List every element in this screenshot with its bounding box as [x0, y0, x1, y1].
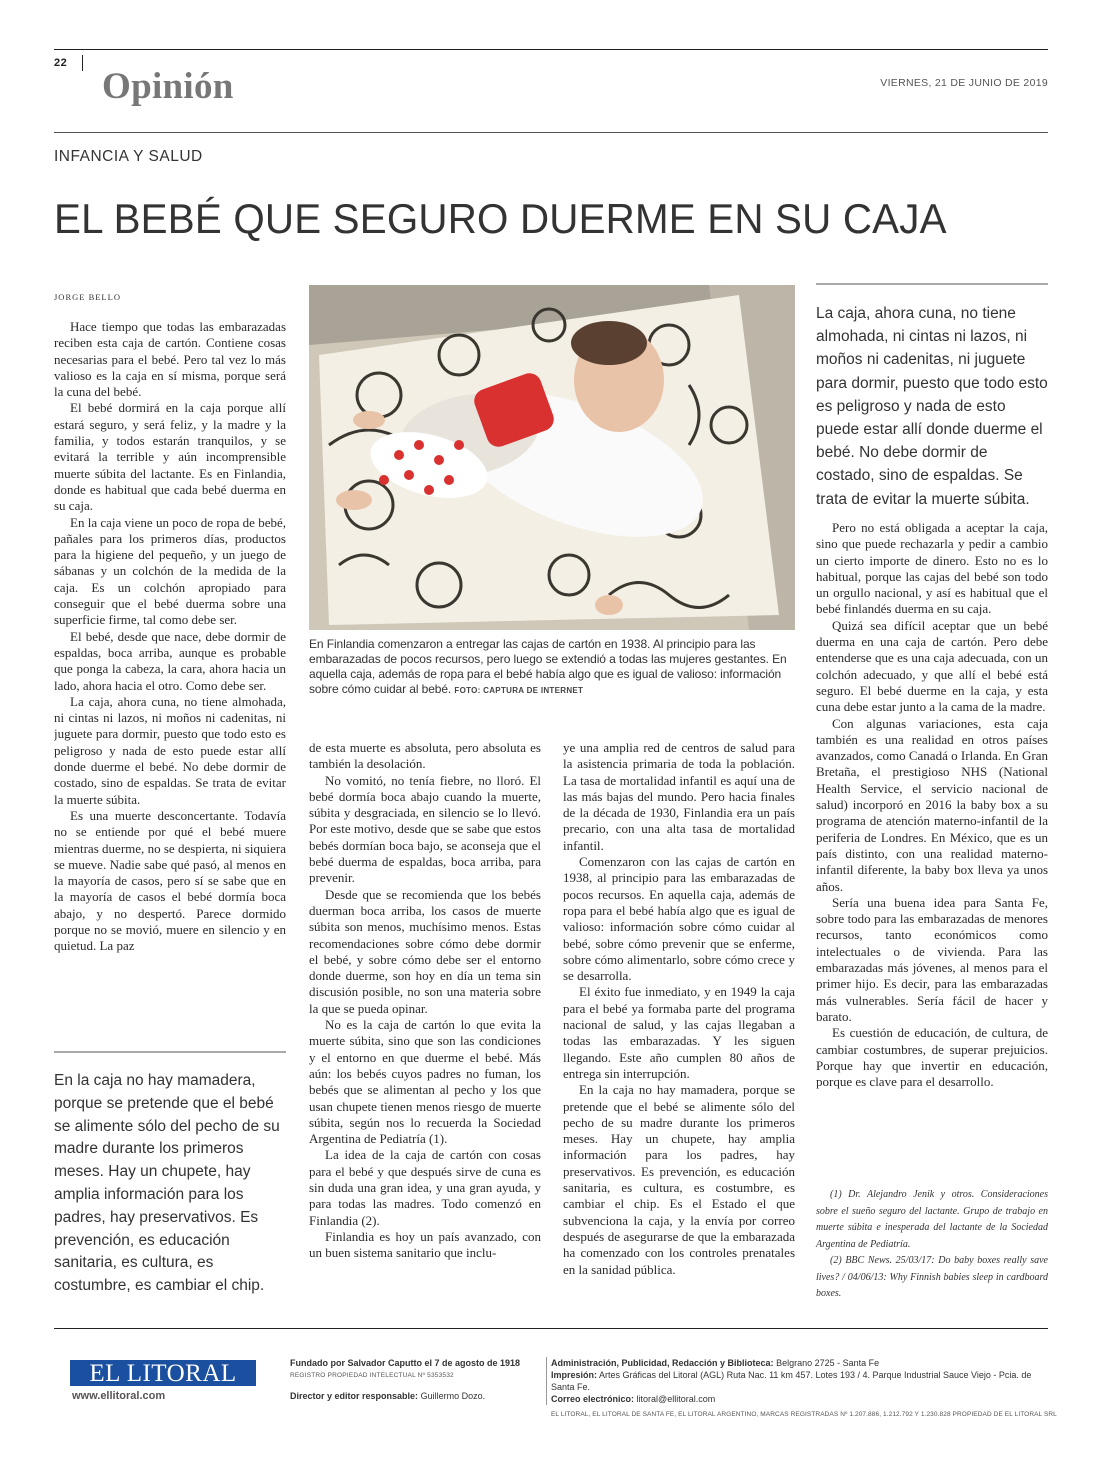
print-label: Impresión: — [551, 1370, 598, 1380]
paragraph: Es cuestión de educación, de cultura, de cambiar costumbres, de superar prejuicios. Porque hay que invertir en educación, porque es clave para el desarrollo. — [816, 1025, 1048, 1090]
footnote: (1) Dr. Alejandro Jenik y otros. Consideraciones sobre el sueño seguro del lactante. Grupo de trabajo en muerte súbita e inesperada del lactante de la Sociedad Argentina de Pediatría. — [816, 1189, 1048, 1250]
registry-text: REGISTRO PROPIEDAD INTELECTUAL Nº 5353532 — [290, 1371, 454, 1379]
paragraph: Es una muerte desconcertante. Todavía no se entiende por qué el bebé muere mientras duerme, no se despierta, ni siquiera se mueve. Nadie sabe qué pasó, al menos en la mayoría de casos, pero sí se sabe que en la mayoría de casos el bebé dormía boca abajo, y no despertó. Parece dormido porque no se movió, muere en silencio y en quietud. La paz — [54, 807, 286, 954]
paragraph: No es la caja de cartón lo que evita la muerte súbita, sino que son las condiciones y el entorno en que duerme el bebé. Más aún: los bebés cuyos padres no fuman, los bebés que se alimentan al pecho y los que usan chupete tienen menos riesgo de muerte súbita, según nos lo recuerda la Sociedad Argentina de Pediatría (1). — [309, 1017, 541, 1147]
page-number: 22 — [54, 57, 68, 69]
paragraph: Comenzaron con las cajas de cartón en 1938, al principio para las embarazadas de pocos recursos. En aquella caja, además de ropa para el bebé había algo que es igual de valioso: información sobre cómo cuidar al bebé, sobre cómo prevenir que se enferme, sobre cómo alimentarlo, sobre cómo crece y se desarrolla. — [563, 854, 795, 984]
header-rule — [54, 132, 1048, 133]
footer-divider — [546, 1357, 547, 1405]
paragraph: Finlandia es hoy un país avanzado, con un buen sistema sanitario que inclu- — [309, 1228, 541, 1261]
body-column-3 — [563, 740, 795, 1306]
paragraph: En la caja no hay mamadera, porque se pretende que el bebé se alimente sólo del pecho de su madre durante los primeros meses. Hay un chupete, hay amplia información para los padres, hay preservativos. Es prevención, es educación sanitaria, es cultura, es costumbre, es cambiar el chip. Es el Estado el que subvenciona la caja, y la envía por correo después de asegurarse de que la embarazada ha comenzado con los controles prenatales en la sanidad pública. — [563, 1082, 795, 1277]
paragraph: En la caja viene un poco de ropa de bebé, pañales para los primeros días, productos para la higiene del pequeño, y un juego de sábanas y un colchón de la medida de la caja. Es un colchón apropiado para conseguir que el bebé duerma sobre una superficie firme, tal como debe ser. — [54, 514, 286, 628]
paragraph: ye una amplia red de centros de salud para la asistencia primaria de toda la población. La tasa de mortalidad infantil es aquí una de las más bajas del mundo. Pero hacia finales de la década de 1930, Finlandia era un país precario, con una alta tasa de mortalidad infantil. — [563, 740, 795, 853]
paragraph: Con algunas variaciones, esta caja también es una realidad en otros países avanzados, como Canadá o Irlanda. En Gran Bretaña, el prestigioso NHS (National Health Service, el servicio nacional de salud) incorporó en 2016 la baby box a su programa de atención materno-infantil de la periferia de Londres. En México, que es un país distinto, con una realidad materno-infantil diferente, la baby box lleva ya unos años. — [816, 715, 1048, 894]
baby-photo — [309, 285, 795, 630]
paragraph: Quizá sea difícil aceptar que un bebé duerma en una caja de cartón. Pero debe entenderse que es una caja adecuada, con un colchón adecuado, y que allí el bebé está seguro. El bebé duerme en la caja, y esta cuna debe estar junto a la cama de la madre. — [816, 617, 1048, 715]
photo-caption — [309, 637, 795, 698]
paragraph: El bebé dormirá en la caja porque allí estará seguro, y será feliz, y la madre y la familia, y todos estarán tranquilos, y se evitará la terrible y aún incomprensible muerte súbita del lactante. Es en Finlandia, donde es habitual que cada bebé duerma en su caja. — [54, 400, 286, 514]
section-title: Opinión — [102, 66, 234, 107]
paragraph: de esta muerte es absoluta, pero absoluta es también la desolación. — [309, 740, 541, 772]
pull-quote: La caja, ahora cuna, no tiene almohada, ni cintas ni lazos, ni moños ni cadenitas, ni juguete para dormir, puesto que todo esto es peligroso y nada de esto puede estar allí donde duerme el bebé. No debe dormir de costado, sino de espaldas. Se trata de evitar la muerte súbita. — [816, 305, 1048, 508]
caption-text: En Finlandia comenzaron a entregar las cajas de cartón en 1938. Al principio para las embarazadas de pocos recursos, pero luego se extendió a todas las mujeres gestantes. En aquella caja, además de ropa para el bebé había algo que es igual de valioso: información sobre cómo cuidar al bebé. — [309, 637, 787, 696]
paragraph: Sería una buena idea para Santa Fe, sobre todo para las embarazadas de menores recursos, tanto económicos como intelectuales o de vivienda. Para las embarazadas más jóvenes, al menos para el primer hijo. Es decir, para las embarazadas más vulnerables. Sería fácil de hacer y barato. — [816, 894, 1048, 1024]
director-label: Director y editor responsable: — [290, 1391, 419, 1401]
email-link[interactable]: litoral@ellitoral.com — [636, 1394, 716, 1404]
founded-text: Fundado por Salvador Caputto el 7 de agosto de 1918 — [290, 1358, 521, 1368]
pull-quote-rule — [54, 1051, 286, 1053]
page-number-divider — [82, 55, 83, 71]
director-name: Guillermo Dozo. — [420, 1391, 486, 1401]
paragraph: Pero no está obligada a aceptar la caja, sino que puede rechazarla y pedir a cambio un cierto importe de dinero. Esto no es lo habitual, porque las cajas del bebé son todo un orgullo nacional, y así es habitual que el bebé finlandés duerma en su caja. — [816, 520, 1048, 617]
headline: EL BEBÉ QUE SEGURO DUERME EN SU CAJA — [54, 195, 947, 242]
website-link[interactable]: www.ellitoral.com — [72, 1390, 166, 1402]
footnote: (2) BBC News. 25/03/17: Do baby boxes really save lives? / 04/06/13: Why Finnish babies sleep in cardboard boxes. — [816, 1255, 1048, 1299]
footer-rule — [54, 1328, 1048, 1329]
sleeping-baby-illustration — [309, 285, 795, 630]
body-column-1 — [54, 319, 286, 1045]
photo-credit: FOTO: CAPTURA DE INTERNET — [454, 686, 584, 695]
paragraph: Hace tiempo que todas las embarazadas reciben esta caja de cartón. Contiene cosas necesarias para el bebé. Pero tal vez lo más valioso es la caja en sí misma, porque será la cuna del bebé. — [54, 319, 286, 400]
print-value: Artes Gráficas del Litoral (AGL) Ruta Nac. 11 km 457. Lotes 193 / 4. Parque Industrial Sauce Viejo - Pcia. de Santa Fe. — [551, 1370, 1032, 1392]
paragraph: No vomitó, no tenía fiebre, no lloró. El bebé dormía boca abajo cuando la muerte, súbita y desgraciada, en silencio se lo llevó. Por este motivo, desde que se sabe que estos bebés dormían boca bajo, se aconseja que el bebé duerma de espaldas, boca arriba, para prevenir. — [309, 772, 541, 886]
footnotes — [816, 1187, 1048, 1303]
newspaper-logo: EL LITORAL — [70, 1360, 256, 1386]
trademark-text: EL LITORAL, EL LITORAL DE SANTA FE, EL LITORAL ARGENTINO, MARCAS REGISTRADAS Nº 1.207.886, 1.212.792 Y 1.230.828 PROPIEDAD DE EL LITORAL SRL — [551, 1411, 1057, 1418]
admin-label: Administración, Publicidad, Redacción y Biblioteca: — [551, 1358, 774, 1368]
email-label: Correo electrónico: — [551, 1394, 635, 1404]
paragraph: El éxito fue inmediato, y en 1949 la caja para el bebé ya formaba parte del programa nacional de salud, y las cajas llegaban a todas las embarazadas. Y les siguen llegando. Este año cumplen 80 años de entrega sin interrupción. — [563, 984, 795, 1081]
paragraph: La idea de la caja de cartón con cosas para el bebé y que después sirve de cuna es sin duda una gran idea, y una gran ayuda, y para todas las madres. Todo comenzó en Finlandia (2). — [309, 1147, 541, 1228]
body-column-4 — [816, 520, 1048, 1160]
kicker: INFANCIA Y SALUD — [54, 148, 203, 165]
admin-value: Belgrano 2725 - Santa Fe — [776, 1358, 880, 1368]
byline: JORGE BELLO — [54, 292, 121, 302]
body-column-2 — [309, 740, 541, 1306]
paragraph: Desde que se recomienda que los bebés duerman boca arriba, los casos de muerte súbita son menos, muchísimo menos. Estas recomendaciones sobre cómo debe dormir el bebé, y sobre cómo debe ser el entorno donde duerme, son hoy en día un tema sin discusión posible, no son una materia sobre la que se pueda opinar. — [309, 886, 541, 1016]
issue-date: VIERNES, 21 DE JUNIO DE 2019 — [880, 77, 1048, 89]
footer-contact — [551, 1357, 1057, 1421]
top-rule — [54, 49, 1048, 50]
paragraph: La caja, ahora cuna, no tiene almohada, ni cintas ni lazos, ni moños ni cadenitas, ni juguete para dormir, puesto que todo esto es peligroso y nada de esto puede estar allí donde duerme el bebé. No debe dormir de costado, sino de espaldas. Se trata de evitar la muerte súbita. — [54, 693, 286, 807]
pull-quote-rule — [816, 283, 1048, 285]
pull-quote: En la caja no hay mamadera, porque se pretende que el bebé se alimente sólo del pecho de su madre durante los primeros meses. Hay un chupete, hay amplia información para los padres, hay preservativos. Es prevención, es educación sanitaria, es cultura, es costumbre, es cambiar el chip. — [54, 1072, 280, 1295]
paragraph: El bebé, desde que nace, debe dormir de espaldas, boca arriba, aunque es probable que ponga la cabeza, la cara, ahora hacia un lado, ahora hacia el otro. Como debe ser. — [54, 628, 286, 693]
footer-founding — [290, 1357, 540, 1403]
